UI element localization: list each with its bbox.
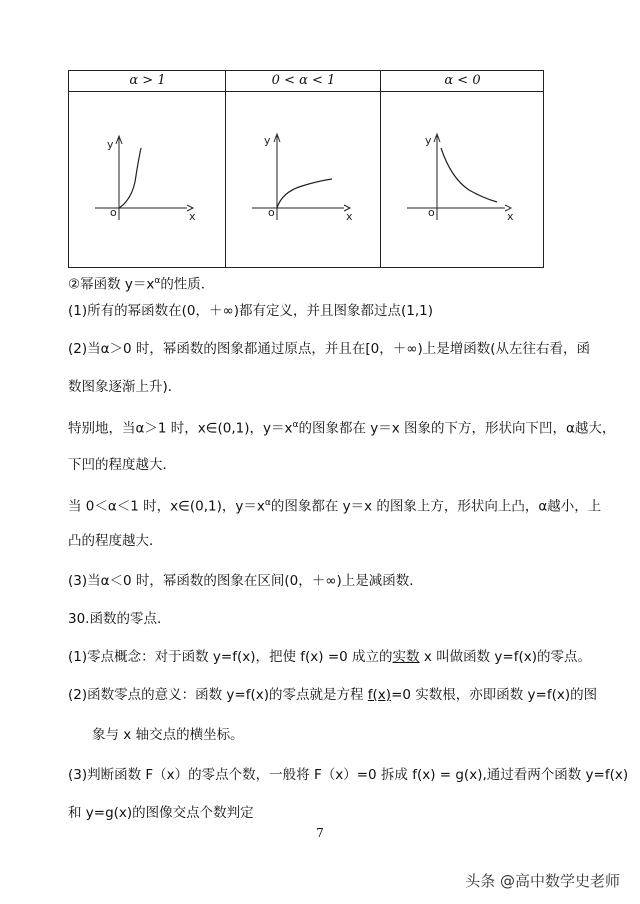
curve-alpha-lt-0: [441, 148, 497, 202]
paragraph-line: 象与 x 轴交点的横坐标。: [92, 727, 244, 743]
superscript-alpha: α: [264, 498, 271, 508]
section-heading-properties: [68, 272, 214, 294]
superscript-alpha: α: [154, 276, 161, 286]
paragraph-line: [68, 494, 601, 516]
x-axis-label: x: [189, 210, 196, 223]
power-function-table: [68, 70, 544, 268]
paragraph-line: 数图象逐渐上升)．: [68, 379, 182, 395]
underlined-term: f(x): [367, 687, 392, 703]
text-span: (1)零点概念：对于函数 y=f(x)，把使 f(x) =0 成立的: [68, 649, 393, 665]
paragraph-line: [68, 416, 615, 438]
header-alpha-gt-1: α > 1: [129, 73, 166, 88]
text-span: 特别地，当α＞1 时，x∈(0,1)，y＝x: [68, 420, 293, 437]
text-span: 的图象都在 y＝x 的图象上方，形状向上凸，α越小，上: [270, 498, 602, 515]
x-axis-label: x: [346, 210, 353, 223]
graph-alpha-lt-0: [381, 92, 544, 268]
underlined-term: 实数: [392, 649, 420, 665]
curve-alpha-gt-1: [119, 148, 141, 208]
origin-label: o: [428, 206, 435, 219]
y-axis-label: y: [107, 138, 114, 151]
text-span: 当 0＜α＜1 时，x∈(0,1)，y＝x: [68, 498, 265, 515]
y-axis-label: y: [425, 134, 432, 147]
paragraph-line: 和 y=g(x)的图像交点个数判定: [68, 805, 254, 821]
text-span: (2)函数零点的意义：函数 y=f(x)的零点就是方程: [68, 687, 368, 703]
paragraph-line: 凸的程度越大．: [68, 533, 163, 549]
graph-alpha-gt-1: [69, 92, 225, 268]
superscript-alpha: α: [292, 420, 299, 430]
origin-label: o: [268, 206, 275, 219]
y-axis-label: y: [264, 134, 271, 147]
page-number: 7: [316, 826, 324, 840]
paragraph-line: (2)当α＞0 时，幂函数的图象都通过原点，并且在[0，＋∞)上是增函数(从左往右看，函: [68, 341, 591, 357]
paragraph-line: [68, 686, 597, 704]
paragraph-line: 下凹的程度越大．: [68, 457, 176, 473]
graph-alpha-between-0-1: [226, 92, 380, 268]
paragraph-line: (1)所有的幂函数在(0，＋∞)都有定义，并且图象都过点(1,1): [68, 303, 433, 319]
header-alpha-lt-0: α < 0: [444, 73, 481, 88]
text-span: =0 实数根，亦即函数 y=f(x)的图: [391, 687, 598, 703]
header-alpha-between-0-1: 0 < α < 1: [271, 73, 336, 88]
origin-label: o: [110, 206, 117, 219]
x-axis-label: x: [507, 210, 514, 223]
text-span: x 叫做函数 y=f(x)的零点。: [419, 649, 591, 665]
text-span: ②幂函数 y＝x: [68, 276, 155, 293]
paragraph-line: [68, 648, 591, 666]
watermark: 头条 @高中数学史老师: [465, 872, 620, 890]
text-span: 的性质．: [160, 276, 215, 293]
text-span: 的图象都在 y＝x 图象的下方，形状向下凹，α越大，: [298, 420, 616, 437]
curve-alpha-between-0-1: [277, 179, 332, 208]
section-heading-zeros: 30.函数的零点.: [68, 611, 162, 627]
paragraph-line: (3)判断函数 F（x）的零点个数，一般将 F（x）=0 拆成 f(x) = g(x),通过看两个函数 y=f(x): [68, 767, 629, 783]
paragraph-line: (3)当α＜0 时，幂函数的图象在区间(0，＋∞)上是减函数．: [68, 573, 423, 589]
